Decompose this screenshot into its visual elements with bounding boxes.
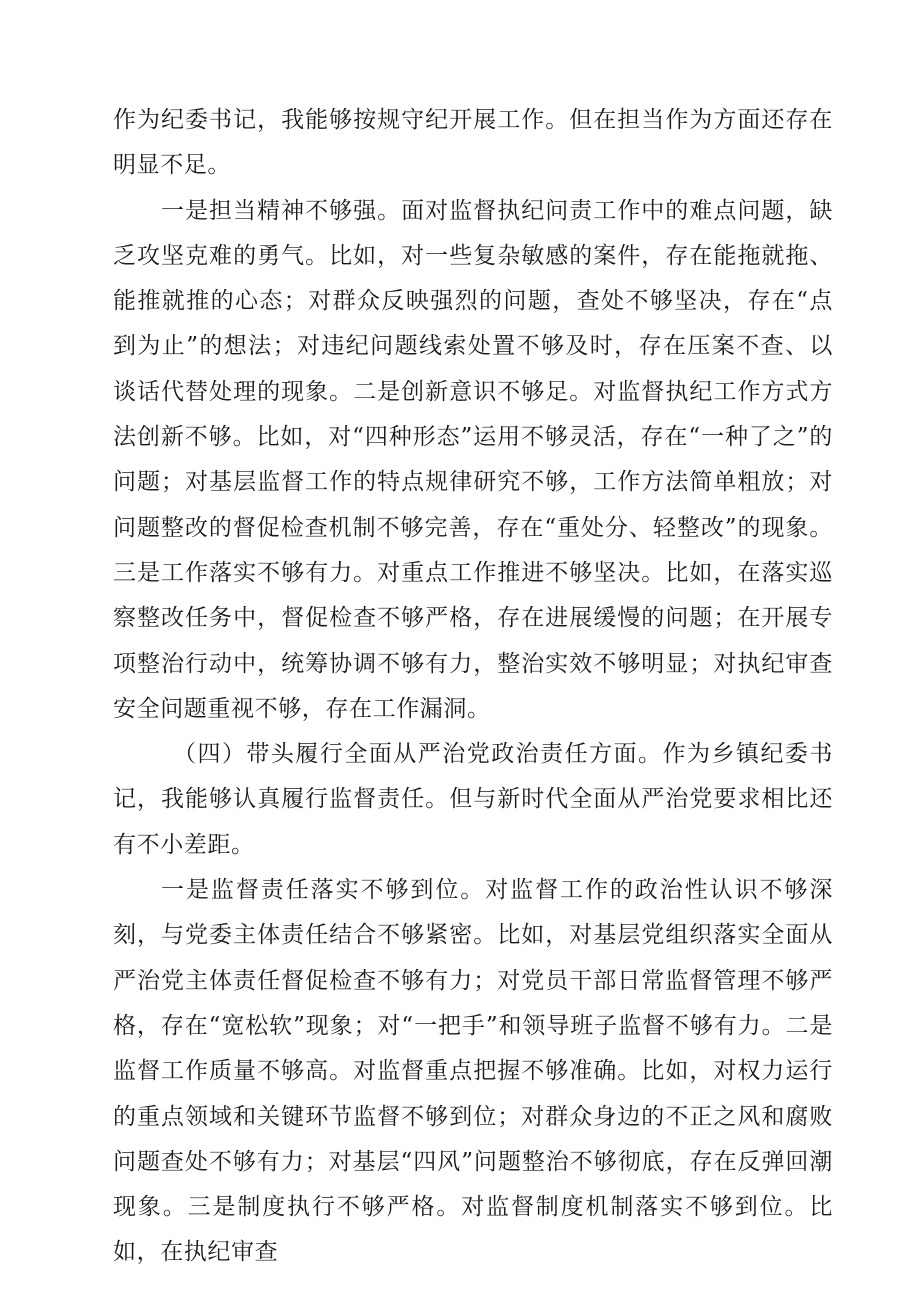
paragraph-section-four-heading: （四）带头履行全面从严治党政治责任方面。作为乡镇纪委书记，我能够认真履行监督责任。但与新时代全面从严治党要求相比还有不小差距。	[113, 741, 833, 858]
paragraph-supervision-issues: 一是监督责任落实不够到位。对监督工作的政治性认识不够深刻，与党委主体责任结合不够紧密。比如，对基层党组织落实全面从严治党主体责任督促检查不够有力；对党员干部日常监督管理不够严格，存在“宽松软”现象；对“一把手”和领导班子监督不够有力。二是监督工作质量不够高。对监督重点把握不够准确。比如，对权力运行的重点领域和关键环节监督不够到位；对群众身边的不正之风和腐败问题查处不够有力；对基层“四风”问题整治不够彻底，存在反弹回潮现象。三是制度执行不够严格。对监督制度机制落实不够到位。比如，在执纪审查	[113, 877, 833, 1266]
paragraph-continuation: 作为纪委书记，我能够按规守纪开展工作。但在担当作为方面还存在明显不足。	[113, 107, 833, 179]
document-body	[113, 98, 833, 1276]
paragraph-responsibility-issues: 一是担当精神不够强。面对监督执纪问责工作中的难点问题，缺乏攻坚克难的勇气。比如，对一些复杂敏感的案件，存在能拖就拖、能推就推的心态；对群众反映强烈的问题，查处不够坚决，存在“点到为止”的想法；对违纪问题线索处置不够及时，存在压案不查、以谈话代替处理的现象。二是创新意识不够足。对监督执纪工作方式方法创新不够。比如，对“四种形态”运用不够灵活，存在“一种了之”的问题；对基层监督工作的特点规律研究不够，工作方法简单粗放；对问题整改的督促检查机制不够完善，存在“重处分、轻整改”的现象。三是工作落实不够有力。对重点工作推进不够坚决。比如，在落实巡察整改任务中，督促检查不够严格，存在进展缓慢的问题；在开展专项整治行动中，统筹协调不够有力，整治实效不够明显；对执纪审查安全问题重视不够，存在工作漏洞。	[113, 197, 833, 722]
